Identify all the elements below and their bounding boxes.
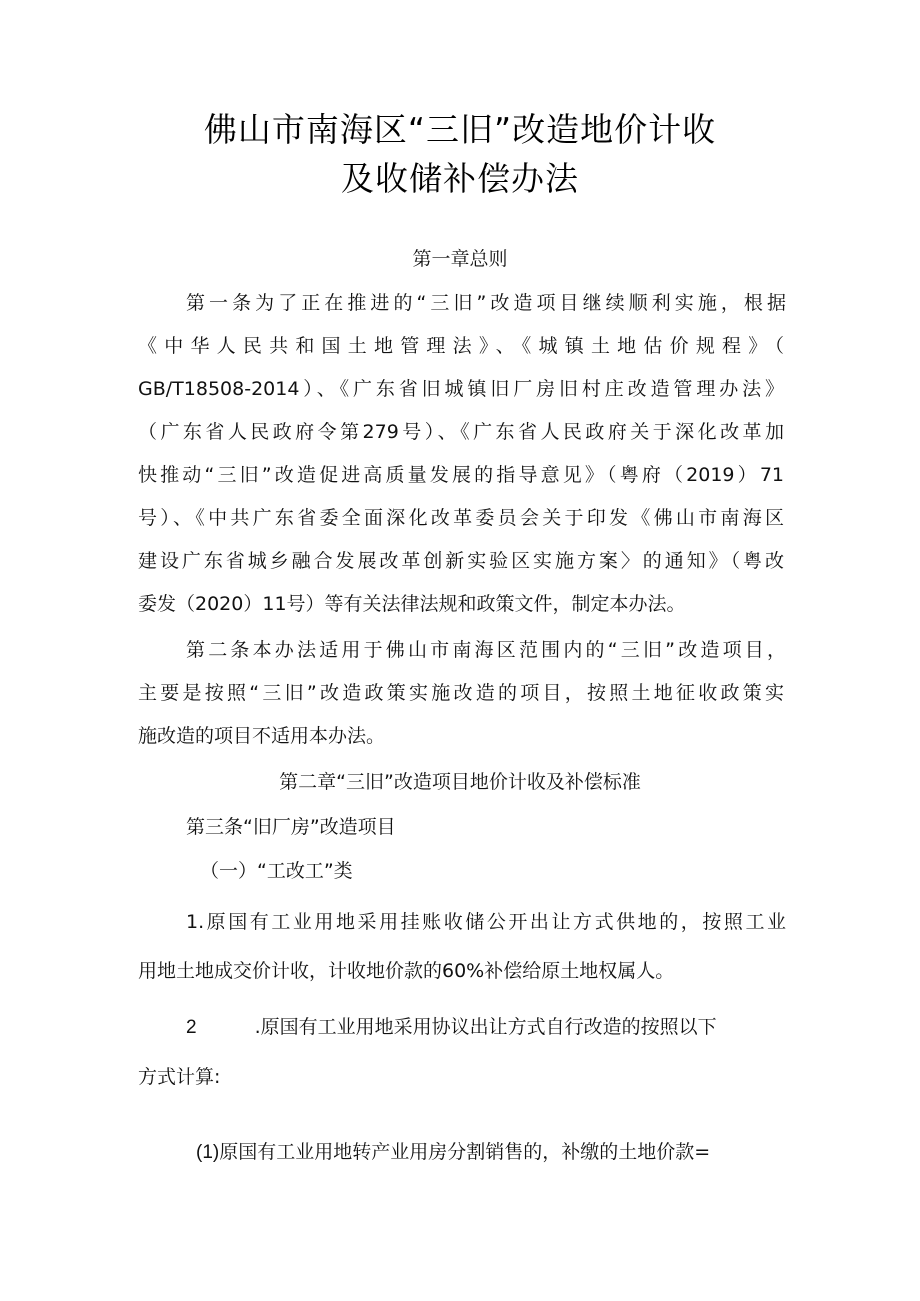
document-title-line-1: 佛山市南海区“三旧”改造地价计收 <box>203 110 717 149</box>
article-1-line-3: GB/T18508-2014）、《广东省旧城镇旧厂房旧村庄改造管理办法》 <box>138 378 784 400</box>
chapter-2-heading: 第二章“三旧”改造项目地价计收及补偿标准 <box>279 771 641 793</box>
chapter-1-heading: 第一章总则 <box>412 248 508 270</box>
article-3-heading: 第三条“旧厂房”改造项目 <box>186 816 396 838</box>
document-title-line-2: 及收储补偿办法 <box>341 159 579 198</box>
sub-item-1-line <box>196 1137 786 1168</box>
article-1-line-6: 号）、《中共广东省委全面深化改革委员会关于印发《佛山市南海区 <box>138 507 784 529</box>
item-2-text: .原国有工业用地采用协议出让方式自行改造的按照以下 <box>254 1016 717 1038</box>
article-1-line-5: 快推动“三旧”改造促进高质量发展的指导意见》（粤府（2019）71 <box>138 464 784 486</box>
article-2-line-1: 第二条本办法适用于佛山市南海区范围内的“三旧”改造项目， <box>186 639 786 661</box>
article-1-line-7: 建设广东省城乡融合发展改革创新实验区实施方案〉的通知》（粤改 <box>138 550 784 572</box>
section-1-heading: （一）“工改工”类 <box>200 860 353 882</box>
article-2-line-2: 主要是按照“三旧”改造政策实施改造的项目，按照土地征收政策实 <box>138 682 784 704</box>
item-1-line-1: 1.原国有工业用地采用挂账收储公开出让方式供地的，按照工业 <box>186 911 786 933</box>
article-2-line-3: 施改造的项目不适用本办法。 <box>138 725 386 747</box>
item-2-line-1 <box>186 1012 786 1043</box>
article-1-line-8: 委发（2020）11号）等有关法律法规和政策文件，制定本办法。 <box>138 593 686 615</box>
item-2-line-2: 方式计算: <box>138 1066 221 1088</box>
article-1-line-1: 第一条为了正在推进的“三旧”改造项目继续顺利实施，根据 <box>186 292 786 314</box>
article-1-line-2: 《中华人民共和国土地管理法》、《城镇土地估价规程》（ <box>138 335 784 357</box>
sub-item-1-text: 原国有工业用地转产业用房分割销售的，补缴的土地价款= <box>219 1141 711 1163</box>
article-1-line-4: （广东省人民政府令第279号）、《广东省人民政府关于深化改革加 <box>138 421 784 443</box>
sub-item-1-label: (1) <box>196 1142 220 1163</box>
item-2-number: 2 <box>186 1017 197 1038</box>
item-1-line-2: 用地土地成交价计收，计收地价款的60%补偿给原土地权属人。 <box>138 960 675 982</box>
